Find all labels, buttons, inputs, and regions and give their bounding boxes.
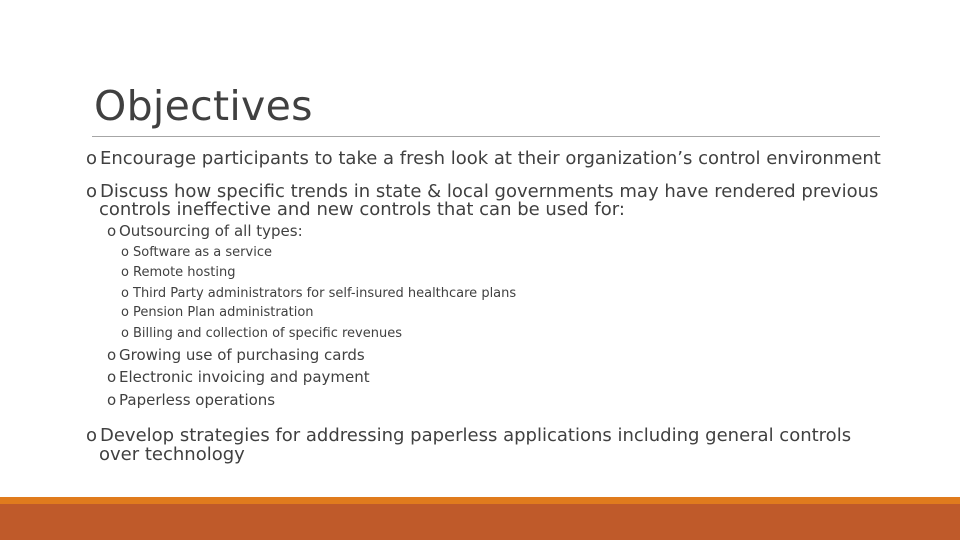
- bullet-text: Paperless operations: [119, 391, 276, 409]
- footer-band: [0, 504, 960, 540]
- title-divider: [92, 136, 880, 137]
- bullet-text: Software as a service: [133, 245, 272, 260]
- bullet-marker: o: [121, 326, 129, 341]
- bullet-marker: o: [107, 222, 117, 240]
- bullet-text: Pension Plan administration: [133, 305, 314, 320]
- sub-sub-bullet-saas: [121, 245, 272, 260]
- bullet-item-encourage: [86, 149, 881, 168]
- bullet-marker: o: [107, 346, 117, 364]
- sub-bullet-paperless-operations: [107, 392, 275, 409]
- bullet-text: Electronic invoicing and payment: [119, 368, 370, 386]
- bullet-marker: o: [107, 391, 117, 409]
- bullet-marker: o: [86, 181, 98, 202]
- bullet-marker: o: [86, 148, 98, 169]
- sub-bullet-electronic-invoicing: [107, 369, 370, 386]
- bullet-text: Billing and collection of specific revenues: [133, 326, 402, 341]
- bullet-text: Outsourcing of all types:: [119, 222, 303, 240]
- sub-bullet-purchasing-cards: [107, 347, 365, 364]
- sub-sub-bullet-pension: [121, 305, 314, 320]
- bullet-marker: o: [86, 425, 98, 446]
- bullet-item-develop: [86, 426, 851, 445]
- sub-sub-bullet-remote-hosting: [121, 265, 235, 280]
- sub-sub-bullet-billing: [121, 326, 402, 341]
- sub-bullet-outsourcing: [107, 223, 303, 240]
- bullet-text: Encourage participants to take a fresh look at their organization’s control environment: [100, 148, 881, 169]
- bullet-marker: o: [121, 265, 129, 280]
- bullet-text: Growing use of purchasing cards: [119, 346, 365, 364]
- bullet-item-develop-continuation: over technology: [99, 444, 245, 465]
- footer-accent-stripe: [0, 497, 960, 504]
- bullet-text: Remote hosting: [133, 265, 236, 280]
- bullet-marker: o: [121, 286, 129, 301]
- bullet-item-discuss-continuation: controls ineffective and new controls that can be used for:: [99, 199, 625, 220]
- bullet-text: Discuss how specific trends in state & local governments may have rendered previous: [100, 181, 879, 202]
- bullet-marker: o: [107, 368, 117, 386]
- sub-sub-bullet-third-party: [121, 286, 516, 301]
- bullet-marker: o: [121, 245, 129, 260]
- bullet-text: Third Party administrators for self-insured healthcare plans: [133, 286, 517, 301]
- bullet-marker: o: [121, 305, 129, 320]
- slide-title: Objectives: [94, 82, 313, 130]
- bullet-text: Develop strategies for addressing paperless applications including general controls: [100, 425, 852, 446]
